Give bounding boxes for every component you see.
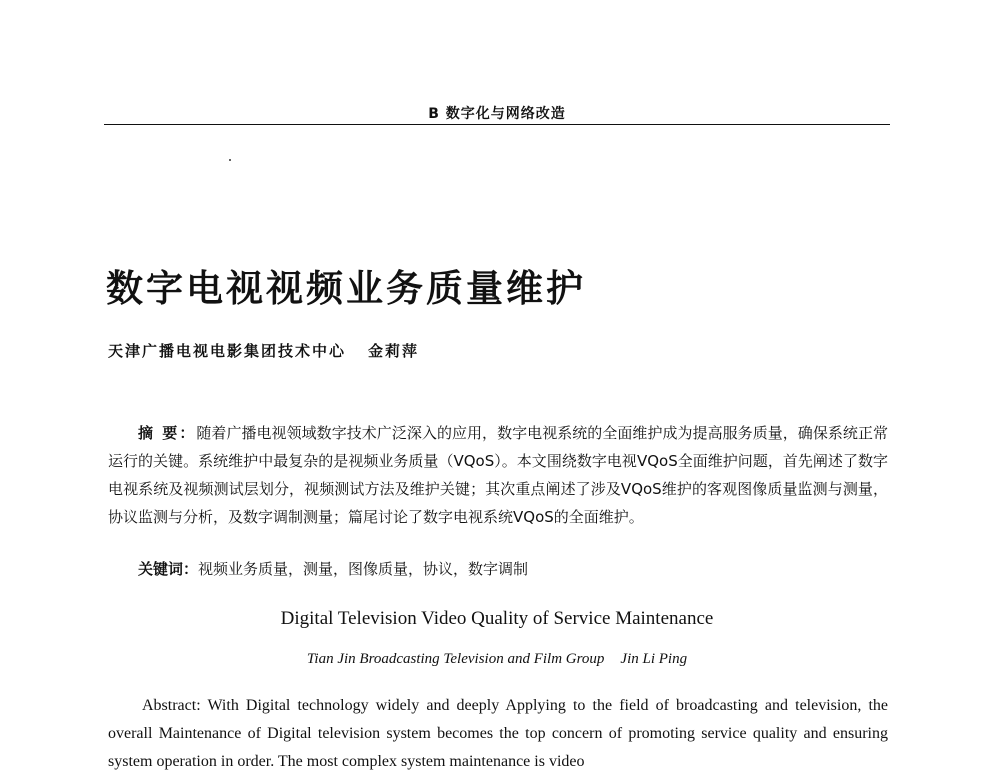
- english-author-name: Jin Li Ping: [620, 651, 688, 667]
- abstract-english: Abstract: With Digital technology widely and deeply Applying to the field of broadcasting and television, the overall Maintenance of Digital television system becomes the top concern of promoting service quality and ensuring system operation in order. The most complex system maintenance is video: [108, 697, 888, 770]
- english-affiliation: [104, 651, 890, 668]
- keywords-label: 关键词：: [138, 560, 199, 578]
- english-affiliation-org: Tian Jin Broadcasting Television and Film Group: [306, 651, 605, 667]
- affiliation-line: [108, 340, 419, 361]
- running-header: B 数字化与网络改造: [428, 106, 566, 122]
- affiliation-org: 天津广播电视电影集团技术中心: [108, 342, 347, 360]
- abstract-text: 随着广播电视领域数字技术广泛深入的应用，数字电视系统的全面维护成为提高服务质量，确保系统正常运行的关键。系统维护中最复杂的是视频业务质量（VQoS）。本文围绕数字电视VQoS全面维护问题，首先阐述了数字电视系统及视频测试层划分，视频测试方法及维护关键；其次重点阐述了涉及VQoS维护的客观图像质量监测与测量，协议监测与分析，及数字调制测量；篇尾讨论了数字电视系统VQoS的全面维护。: [108, 424, 888, 526]
- abstract-label: 摘 要：: [138, 424, 197, 442]
- keywords-chinese: [138, 555, 888, 583]
- header-divider: [104, 124, 890, 125]
- author-name: 金莉萍: [368, 342, 420, 360]
- keywords-text: 视频业务质量，测量，图像质量，协议，数字调制: [198, 560, 529, 578]
- stray-dot: [229, 159, 231, 161]
- abstract-chinese: [108, 419, 888, 531]
- paper-title: 数字电视视频业务质量维护: [106, 266, 586, 310]
- english-title: Digital Television Video Quality of Service Maintenance: [280, 608, 714, 629]
